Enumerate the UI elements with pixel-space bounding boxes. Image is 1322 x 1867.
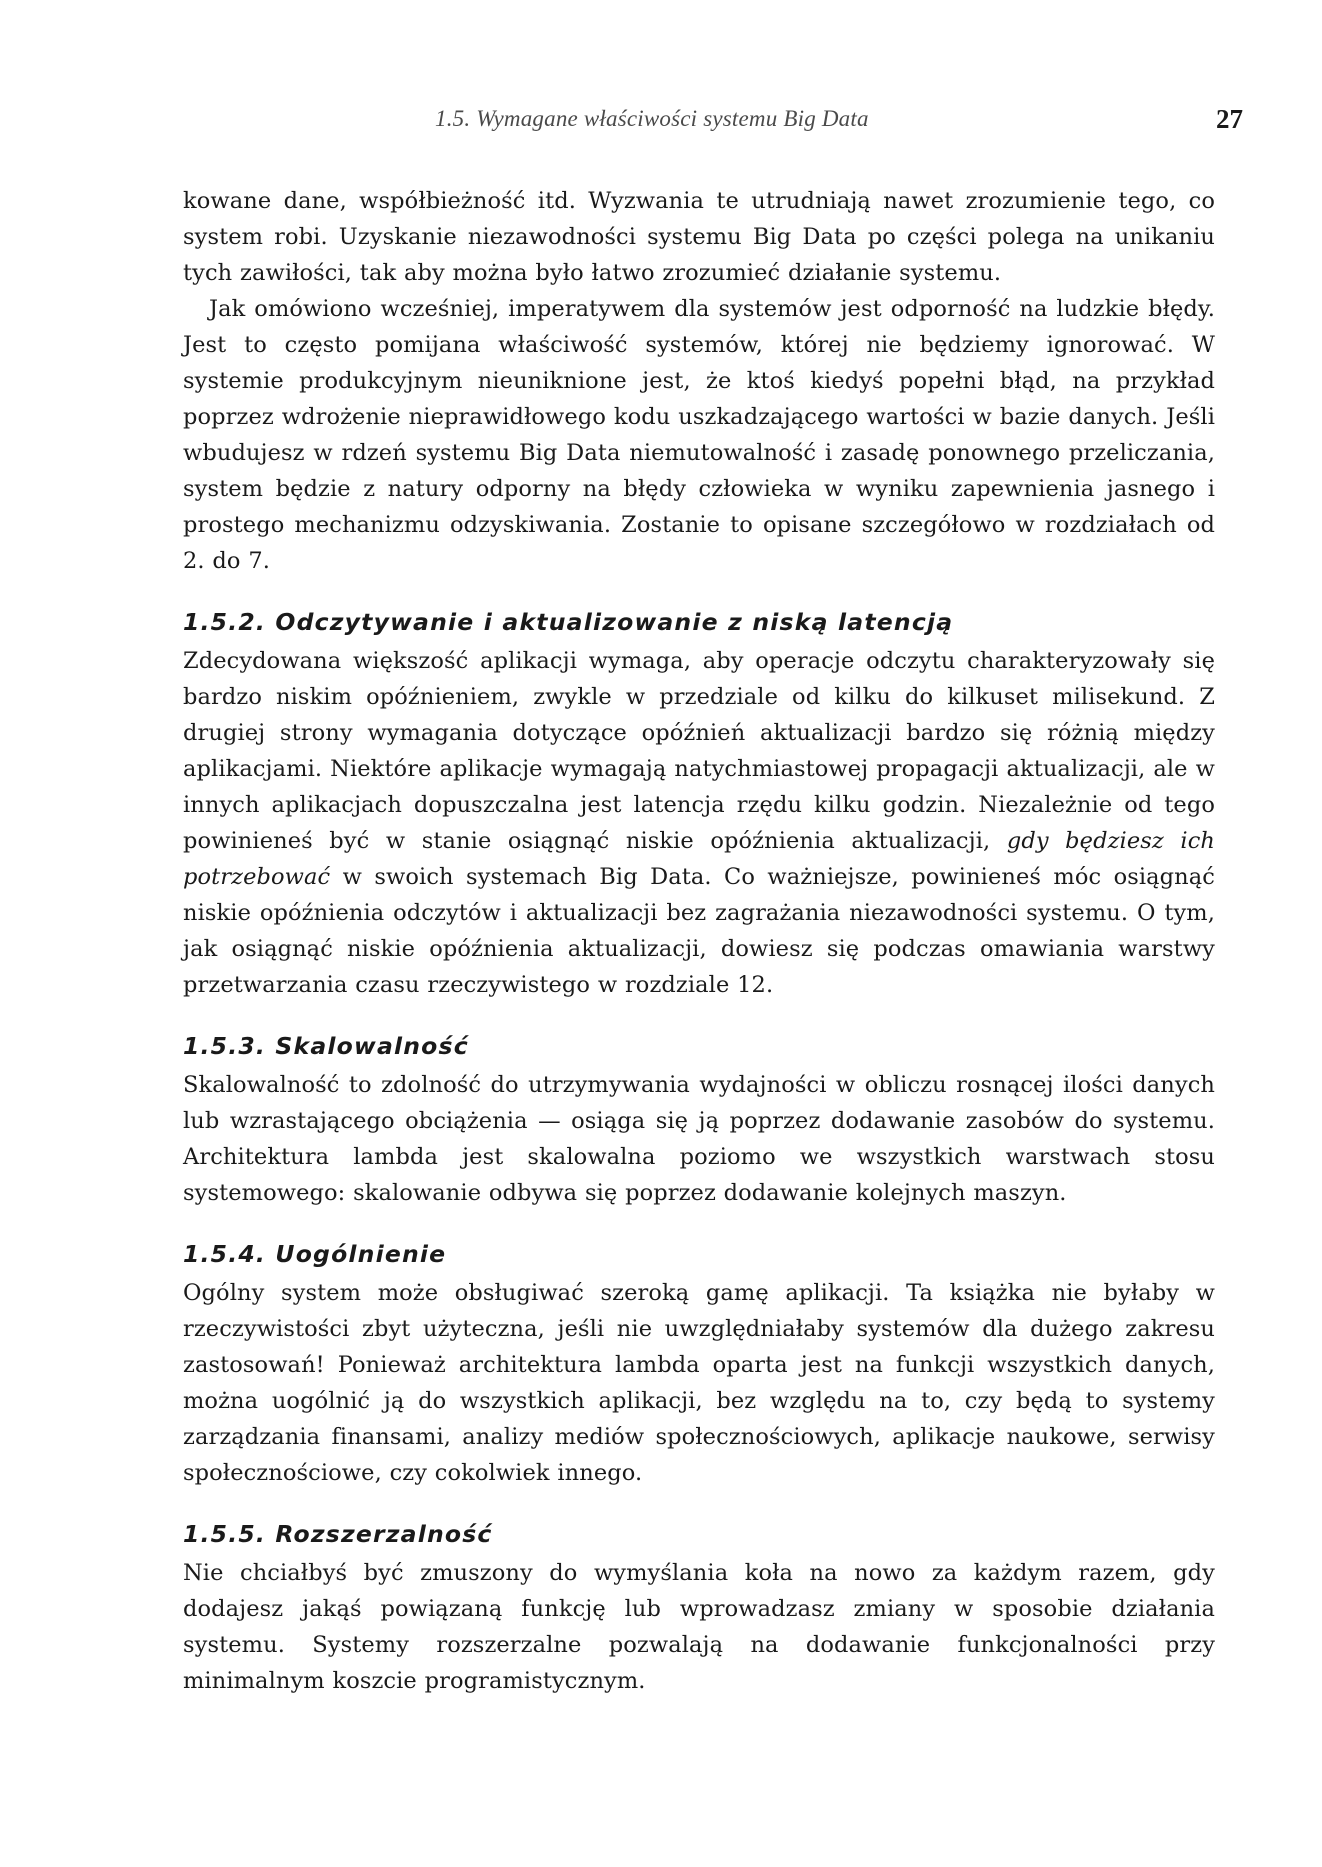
- paragraph-human-errors: Jak omówiono wcześniej, imperatywem dla systemów jest odporność na ludzkie błędy. Jest to często pomijana właściwość systemów, której nie będziemy ignorować. W systemie produkcyjnym nieuniknione jest, że ktoś kiedyś popełni błąd, na przykład poprzez wdrożenie nieprawidłowego kodu uszkadzającego wartości w bazie danych. Jeśli wbudujesz w rdzeń systemu Big Data niemutowalność i zasadę ponownego przeliczania, system będzie z natury odporny na błędy człowieka w wyniku zapewnienia jasnego i prostego mechanizmu odzyskiwania. Zostanie to opisane szczegółowo w rozdziałach od 2. do 7.: [183, 296, 1215, 574]
- paragraph-low-latency-part-a: Zdecydowana większość aplikacji wymaga, aby operacje odczytu charakteryzowały się bardzo niskim opóźnieniem, zwykle w przedziale od kilku do kilkuset milisekund. Z drugiej strony wymagania dotyczące opóźnień aktualizacji bardzo się różnią między aplikacjami. Niektóre aplikacje wymagają natychmiastowej propagacji aktualizacji, ale w innych aplikacjach dopuszczalna jest latencja rzędu kilku godzin. Niezależnie od tego powinieneś być w stanie osiągnąć niskie opóźnienia aktualizacji,: [183, 648, 1215, 854]
- section-heading-1-5-4: 1.5.4. Uogólnienie: [183, 1240, 447, 1268]
- section-heading-1-5-3: 1.5.3. Skalowalność: [183, 1032, 469, 1060]
- section-heading-1-5-5: 1.5.5. Rozszerzalność: [183, 1520, 493, 1548]
- paragraph-low-latency-part-b: w swoich systemach Big Data. Co ważniejsze, powinieneś móc osiągnąć niskie opóźnienia odczytów i aktualizacji bez zagrażania niezawodności systemu. O tym, jak osiągnąć niskie opóźnienia aktualizacji, dowiesz się podczas omawiania warstwy przetwarzania czasu rzeczywistego w rozdziale 12.: [183, 864, 1215, 998]
- paragraph-extensibility: Nie chciałbyś być zmuszony do wymyślania koła na nowo za każdym razem, gdy dodajesz jakąś powiązaną funkcję lub wprowadzasz zmiany w sposobie działania systemu. Systemy rozszerzalne pozwalają na dodawanie funkcjonalności przy minimalnym koszcie programistycznym.: [183, 1560, 1215, 1694]
- section-heading-1-5-2: 1.5.2. Odczytywanie i aktualizowanie z niską latencją: [183, 608, 954, 636]
- paragraph-low-latency: [183, 643, 1215, 1003]
- running-title: 1.5. Wymagane właściwości systemu Big Data: [435, 106, 869, 131]
- running-header: [183, 106, 1243, 146]
- paragraph-generalization: Ogólny system może obsługiwać szeroką gamę aplikacji. Ta książka nie byłaby w rzeczywistości zbyt użyteczna, jeśli nie uwzględniałaby systemów dla dużego zakresu zastosowań! Ponieważ architektura lambda oparta jest na funkcji wszystkich danych, można uogólnić ją do wszystkich aplikacji, bez względu na to, czy będą to systemy zarządzania finansami, analizy mediów społecznościowych, aplikacje naukowe, serwisy społecznościowe, czy cokolwiek innego.: [183, 1280, 1215, 1486]
- body-text: [183, 183, 1215, 1699]
- paragraph-scalability: Skalowalność to zdolność do utrzymywania wydajności w obliczu rosnącej ilości danych lub wzrastającego obciążenia — osiąga się ją poprzez dodawanie zasobów do systemu. Architektura lambda jest skalowalna poziomo we wszystkich warstwach stosu systemowego: skalowanie odbywa się poprzez dodawanie kolejnych maszyn.: [183, 1072, 1215, 1206]
- paragraph-low-latency-emphasis: gdy będziesz ich potrzebować: [183, 828, 1215, 890]
- page-number: 27: [1216, 104, 1243, 134]
- paragraph-continued: kowane dane, współbieżność itd. Wyzwania te utrudniają nawet zrozumienie tego, co system robi. Uzyskanie niezawodności systemu Big Data po części polega na unikaniu tych zawiłości, tak aby można było łatwo zrozumieć działanie systemu.: [183, 188, 1215, 286]
